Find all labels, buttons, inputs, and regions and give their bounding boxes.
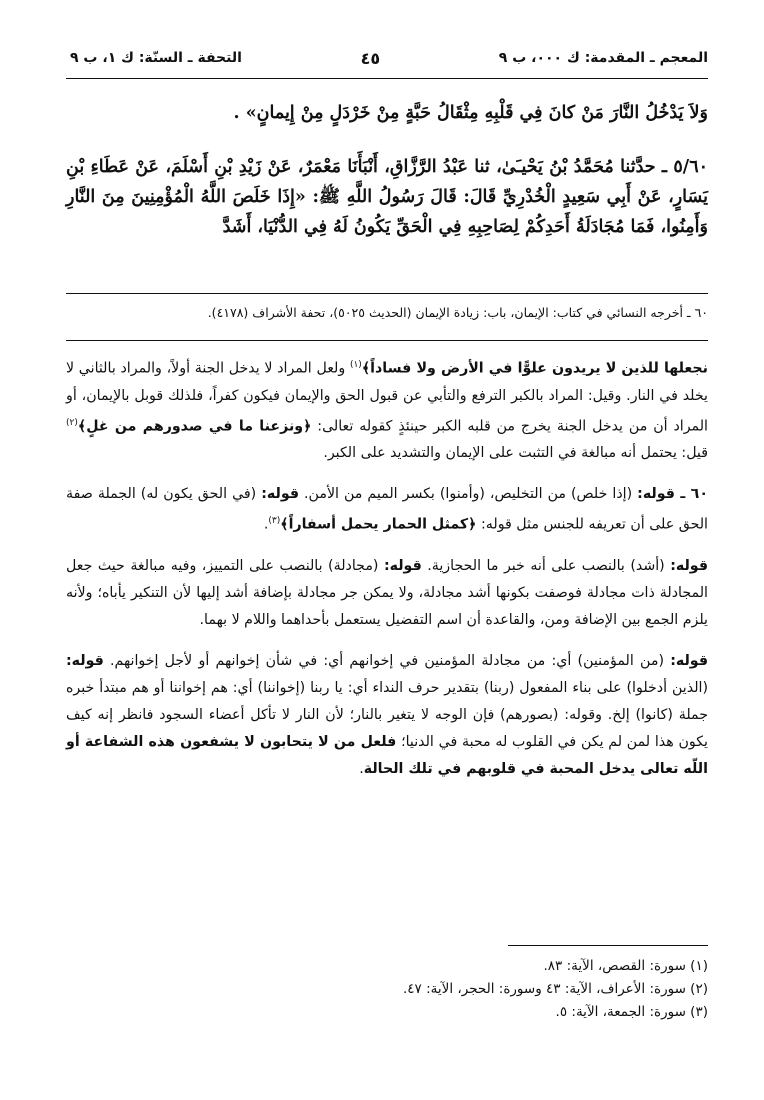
commentary-text: (في الحق يكون له) الجملة صفة الحق على أن تعريفه للجنس مثل قوله: [66, 486, 708, 534]
keyword-qawluhu: قوله: [637, 486, 675, 503]
keyword-qawluhu: قوله: [261, 486, 300, 503]
hadith-60 [66, 152, 708, 242]
commentary-block [66, 352, 708, 797]
commentary-text: (مجادلة) بالنصب على التمييز، وفيه مبالغة حيث جعل المجادلة ذات مجادلة فوصفت بكونها أشد مجادلة، ولا يمكن جر مجادلة بإضافة أشد إليها لأن التنكير يأباه؛ ولأنه يلزم الجمع بين الإضافة ومن، والقاعدة أن اسم التفضيل يستعمل بأحداهما واللام لا بهما. [66, 558, 708, 629]
commentary-paragraph [66, 352, 708, 467]
footnote: (٢) سورة: الأعراف، الآية: ٤٣ وسورة: الحجر، الآية: ٤٧. [403, 981, 708, 997]
commentary-emphasis: فلعل من لا يتحابون لا يشفعون هذه الشفاعة أو اللّه تعالى يدخل المحبة في قلوبهم في تلك الحالة [66, 734, 708, 778]
footnote: (٣) سورة: الجمعة، الآية: ٥. [555, 1004, 708, 1020]
footnote-ref: (٣) [268, 516, 281, 527]
commentary-text: (أشد) بالنصب على أنه خبر ما الحجازية. [421, 558, 671, 575]
quran-quote: ﴿كمثل الحمار يحمل أسفاراً﴾ [280, 517, 477, 534]
footnotes [66, 955, 708, 1024]
takhrij-rule [66, 293, 708, 294]
commentary-text: . [359, 761, 364, 778]
commentary-text: . [263, 517, 269, 534]
hadith-body: حدَّثنا مُحَمَّدُ بْنُ يَحْيـَىٰ، ثنا عَبْدُ الرَّزَّاقِ، أَنْبَأَنَا مَعْمَرٌ، عَنْ زَيْدِ بْنِ أَسْلَمَ، عَنْ عَطَاءِ بْنِ يَسَارٍ، عَنْ أَبِي سَعِيدٍ الْخُدْرِيِّ قَالَ: قَالَ رَسُولُ اللَّهِ ﷺ: «إِذَا خَلَصَ اللَّهُ الْمُؤْمِنِينَ مِنَ النَّارِ وَأَمِنُوا، فَمَا مُجَادَلَةُ أَحَدِكُمْ لِصَاحِبِهِ فِي الْحَقِّ يَكُونُ لَهُ فِي الدُّنْيَا، أَشَدَّ [66, 157, 708, 237]
commentary-text: (إذا خلص) من التخليص، (وأمنوا) بكسر الميم من الأمن. [299, 486, 638, 503]
commentary-text: ولعل المراد لا يدخل الجنة أولاً، والمراد بالثاني لا يخلد في النار. وقيل: المراد بالكبر الترفع والتأبي عن قبول الحق والإيمان فيكون كفراً، فلذلك قوبل بالإيمان، أو المراد أن من يدخل الجنة يخرج من قلبه الكبر حينئذٍ كقوله تعالى: [66, 360, 708, 435]
takhrij-note: ٦٠ ـ أخرجه النسائي في كتاب: الإيمان، باب: زيادة الإيمان (الحديث ٥٠٢٥)، تحفة الأشراف (٤١٧٨). [207, 305, 708, 320]
running-header [70, 42, 708, 74]
commentary-paragraph [66, 553, 708, 634]
hadith-line-previous-ending: وَلاَ يَدْخُلُ النَّارَ مَنْ كانَ فِي قَلْبِهِ مِثْقَالُ حَبَّةٍ مِنْ خَرْدَلٍ مِنْ إِيمانٍ» . [233, 103, 708, 123]
footnote-rule [508, 945, 708, 946]
keyword-qawluhu: قوله: [670, 558, 708, 575]
header-rule [66, 78, 708, 79]
commentary-text: قيل: يحتمل أنه مبالغة في التثبت على الإيمان والتشديد على الكبر. [323, 445, 708, 462]
quran-quote: نجعلها للذين لا يريدون علوًّا في الأرض ولا فساداً﴾ [361, 360, 708, 377]
hadith-text-block [66, 98, 708, 242]
commentary-hadith-number: ٦٠ ـ [674, 486, 708, 503]
keyword-qawluhu: قوله: [670, 653, 708, 670]
footnote: (١) سورة: القصص، الآية: ٨٣. [543, 958, 708, 974]
footnote-ref: (٢) [66, 417, 78, 428]
commentary-paragraph [66, 481, 708, 539]
keyword-qawluhu: قوله: [66, 653, 104, 670]
commentary-paragraph [66, 648, 708, 783]
header-right-reference: المعجم ـ المقدمة: ك ۰۰۰، ب ۹ [498, 50, 708, 66]
commentary-text: (من المؤمنين) أي: من مجادلة المؤمنين في إخوانهم أي: في شأن إخوانهم أو لأجل إخوانهم. [103, 653, 671, 670]
header-left-reference: التحفة ـ السنّة: ك ١، ب ٩ [70, 50, 242, 66]
footnote-ref: (١) [349, 360, 362, 370]
page-number: ٤٥ [360, 48, 381, 68]
quran-quote: ﴿ونزعنا ما في صدورهم من غلٍ﴾ [77, 418, 312, 435]
keyword-qawluhu: قوله: [383, 558, 422, 575]
commentary-rule [66, 340, 708, 341]
commentary-text: (الذين أدخلوا) على بناء المفعول (ربنا) بتقدير حرف النداء أي: يا ربنا (إخواننا) أي: هم إخواننا أو هم مبتدأ خبره جملة (كانوا) إلخ. وقوله: (بصورهم) فإن الوجه لا يتغير بالنار؛ لأن النار لا تأكل أعضاء السجود فانظر إنه كيف يكون هذا لمن لم يكن في القلوب له محبة في الدنيا؛ [66, 680, 708, 751]
hadith-number: ٥/٦٠ ـ [661, 157, 708, 177]
